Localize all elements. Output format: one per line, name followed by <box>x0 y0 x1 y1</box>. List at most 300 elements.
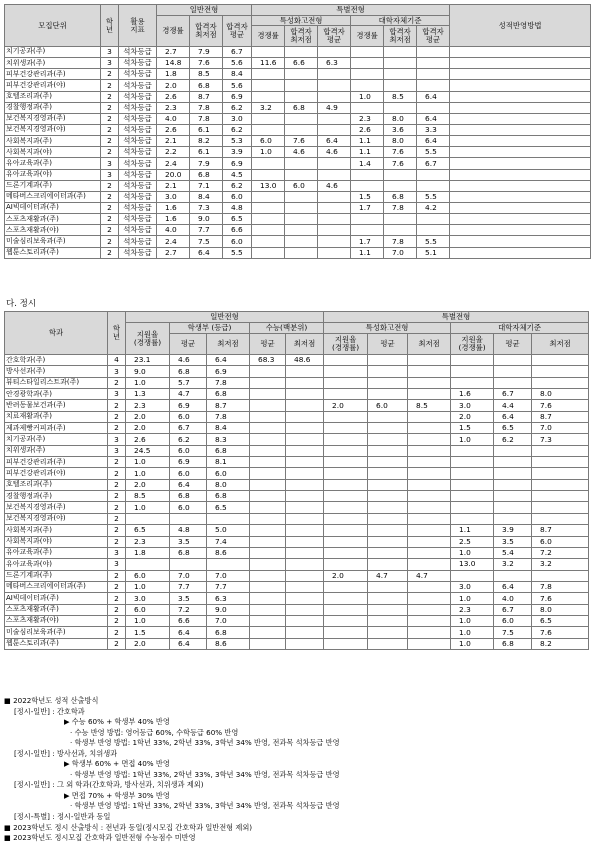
table-cell: 7.8 <box>207 411 250 422</box>
dept-name: 치기공과(주) <box>5 434 108 445</box>
table-cell <box>494 479 532 490</box>
table-cell: 8.0 <box>207 479 250 490</box>
table-cell: 2.0 <box>126 423 170 434</box>
unit-name: 사회복지과(주) <box>5 136 101 147</box>
unit-name: AI빅데이터과(주) <box>5 202 101 213</box>
table-cell <box>318 158 351 169</box>
note-line: ■ 2023학년도 정시모집 간호학과 일반전형 수능점수 미반영 <box>4 833 196 843</box>
table-cell <box>494 570 532 581</box>
table-cell <box>252 236 285 247</box>
table-cell: 6.2 <box>494 434 532 445</box>
table-cell: 6.4 <box>417 113 450 124</box>
table-cell <box>494 457 532 468</box>
method-cell <box>450 147 591 158</box>
header-specialized: 특성화고전형 <box>252 16 351 26</box>
table-cell: 13.0 <box>451 559 494 570</box>
table-cell: 6.5 <box>207 502 250 513</box>
table-row <box>5 411 589 422</box>
table-cell: 3 <box>108 547 126 558</box>
table-cell: 2.3 <box>451 604 494 615</box>
table-cell: 1.5 <box>126 627 170 638</box>
table-cell: 7.8 <box>384 202 417 213</box>
table-cell <box>252 80 285 91</box>
table-cell <box>532 366 589 377</box>
table-cell <box>324 615 368 626</box>
table-row <box>5 113 591 124</box>
table-cell: 6.0 <box>126 570 170 581</box>
table-cell <box>285 214 318 225</box>
table-cell <box>368 615 408 626</box>
note-line: [정시-일반] : 간호학과 <box>14 706 85 716</box>
table-cell <box>384 225 417 236</box>
header-comp: 경쟁률 <box>351 26 384 47</box>
table-cell: 7.2 <box>170 604 207 615</box>
header-low: 최저점 <box>532 334 589 355</box>
table-cell: 9.0 <box>207 604 250 615</box>
table-cell <box>286 377 324 388</box>
table-cell <box>324 445 368 456</box>
table-cell <box>286 570 324 581</box>
table-cell: 2 <box>108 457 126 468</box>
table-cell: 3.0 <box>157 191 190 202</box>
table-cell: 7.8 <box>532 581 589 592</box>
dept-name: 방사선과(주) <box>5 366 108 377</box>
table-cell: 3 <box>101 58 119 69</box>
method-cell <box>450 247 591 258</box>
header-gradadult: 대학자체기준 <box>351 16 450 26</box>
header-avg: 평균 <box>368 334 408 355</box>
table-row <box>5 638 589 649</box>
table-cell <box>250 479 286 490</box>
table-cell: 2 <box>101 180 119 191</box>
unit-name: 경찰행정과(주) <box>5 102 101 113</box>
table-cell: 2.4 <box>157 158 190 169</box>
table-cell: 7.6 <box>384 158 417 169</box>
table-cell: 48.6 <box>286 355 324 366</box>
table-cell <box>417 102 450 113</box>
note-line: ■ 2022학년도 성적 산출방식 <box>4 696 99 705</box>
table-cell: 6.9 <box>223 91 252 102</box>
table-cell <box>451 366 494 377</box>
table-cell <box>250 536 286 547</box>
table-cell: 1.6 <box>157 202 190 213</box>
table-cell: 6.0 <box>170 411 207 422</box>
table-cell <box>324 389 368 400</box>
table-cell <box>286 423 324 434</box>
table-cell: 2 <box>108 627 126 638</box>
table-cell <box>126 559 170 570</box>
method-cell <box>450 136 591 147</box>
table-cell: 2 <box>108 604 126 615</box>
table-cell <box>368 377 408 388</box>
table-cell <box>368 479 408 490</box>
note-line: ▶ 학생부 60% + 면접 40% 반영 <box>64 759 170 769</box>
table-cell <box>318 214 351 225</box>
table-cell <box>384 180 417 191</box>
table-cell <box>250 547 286 558</box>
table-cell <box>324 581 368 592</box>
table-cell: 3 <box>101 47 119 58</box>
table-cell: 3.2 <box>252 102 285 113</box>
table-cell: 2 <box>108 536 126 547</box>
table-cell: 2.0 <box>451 411 494 422</box>
table-cell: 3 <box>108 445 126 456</box>
table-cell: 3 <box>101 158 119 169</box>
table-cell: 5.5 <box>417 147 450 158</box>
table-cell: 6.7 <box>417 158 450 169</box>
table-cell: 2.6 <box>126 434 170 445</box>
table-cell <box>532 377 589 388</box>
table-row <box>5 191 591 202</box>
table-cell <box>351 214 384 225</box>
table-cell <box>252 214 285 225</box>
table-cell: 3.0 <box>451 400 494 411</box>
table-cell: 3.5 <box>494 536 532 547</box>
table-cell <box>318 202 351 213</box>
table-cell <box>351 58 384 69</box>
table-cell: 20.0 <box>157 169 190 180</box>
table-cell <box>451 445 494 456</box>
table-row <box>5 581 589 592</box>
table-row <box>5 547 589 558</box>
table-row <box>5 169 591 180</box>
table-cell <box>286 559 324 570</box>
table-cell: 2 <box>101 214 119 225</box>
dept-name: 유아교육과(주) <box>5 547 108 558</box>
table-cell: 2 <box>108 400 126 411</box>
table-cell: 8.2 <box>190 136 223 147</box>
table-cell: 24.5 <box>126 445 170 456</box>
table-cell: 6.4 <box>494 411 532 422</box>
header-comp: 경쟁률 <box>252 26 285 47</box>
dept-name: 치료재활과(주) <box>5 411 108 422</box>
table-cell: 8.0 <box>532 389 589 400</box>
unit-name: 유아교육과(주) <box>5 158 101 169</box>
table-cell: 7.3 <box>190 202 223 213</box>
dept-name: 피부건강관리과(야) <box>5 468 108 479</box>
table-cell: 2 <box>108 513 126 524</box>
table-row <box>5 377 589 388</box>
table-cell: 8.7 <box>207 400 250 411</box>
table-cell: 2 <box>101 236 119 247</box>
table-cell <box>324 423 368 434</box>
table-cell: 6.0 <box>223 236 252 247</box>
dept-name: 뷰티스타일리스트과(주) <box>5 377 108 388</box>
header-avg: 평균 <box>494 334 532 355</box>
table-cell <box>286 445 324 456</box>
table-cell <box>451 502 494 513</box>
table-cell: 2.1 <box>157 136 190 147</box>
table-cell <box>286 389 324 400</box>
table-cell: 3.6 <box>384 124 417 135</box>
table-cell <box>318 91 351 102</box>
table-cell <box>252 69 285 80</box>
unit-name: 메타버스크리에이터과(주) <box>5 191 101 202</box>
table-row <box>5 525 589 536</box>
table-cell: 6.8 <box>207 389 250 400</box>
table-cell: 2 <box>108 411 126 422</box>
header-applicants: 지원율 (경쟁률) <box>451 334 494 355</box>
table-cell: 6.7 <box>170 423 207 434</box>
table-cell: 7.5 <box>494 627 532 638</box>
table-cell: 7.1 <box>190 180 223 191</box>
grading-notes <box>4 696 590 844</box>
table-cell: 석차등급 <box>119 225 157 236</box>
table-cell: 1.0 <box>126 581 170 592</box>
table-cell <box>532 479 589 490</box>
table-cell: 1.6 <box>451 389 494 400</box>
table-cell <box>417 214 450 225</box>
note-line: ■ 2023학년도 정시 산출방식 : 전년과 동일(정시모집 간호학과 일반전형 제외) <box>4 822 253 832</box>
table-cell: 1.0 <box>451 615 494 626</box>
table-cell: 2 <box>108 615 126 626</box>
method-cell <box>450 214 591 225</box>
table-cell: 6.3 <box>207 593 250 604</box>
dept-name: 웹툰스토리과(주) <box>5 638 108 649</box>
table-cell <box>250 502 286 513</box>
table-cell: 6.4 <box>170 638 207 649</box>
table-row <box>5 366 589 377</box>
unit-name: 드론기계과(주) <box>5 180 101 191</box>
table-cell: 4.6 <box>285 147 318 158</box>
table-cell <box>324 411 368 422</box>
unit-name: 치위생과(주) <box>5 58 101 69</box>
table-cell <box>250 593 286 604</box>
table-cell <box>532 513 589 524</box>
table-cell <box>408 491 451 502</box>
table-cell <box>250 638 286 649</box>
method-cell <box>450 191 591 202</box>
table-cell: 6.4 <box>417 91 450 102</box>
table-cell: 2.0 <box>157 80 190 91</box>
unit-name: 치기공과(주) <box>5 47 101 58</box>
table-cell: 1.7 <box>351 236 384 247</box>
table-cell <box>252 113 285 124</box>
regular-admission-table <box>4 311 589 650</box>
table-cell: 4.0 <box>157 113 190 124</box>
table-cell: 8.3 <box>207 434 250 445</box>
unit-name: 보건복지경영과(야) <box>5 124 101 135</box>
table-cell <box>408 638 451 649</box>
table-row <box>5 158 591 169</box>
method-cell <box>450 69 591 80</box>
header-indicator: 활용 지표 <box>119 5 157 47</box>
table-cell: 4.8 <box>223 202 252 213</box>
table-cell: 1.1 <box>351 247 384 258</box>
table-cell: 3 <box>108 559 126 570</box>
table-cell: 1.0 <box>451 593 494 604</box>
table-cell: 7.0 <box>170 570 207 581</box>
table-cell: 4.5 <box>223 169 252 180</box>
table-cell: 2 <box>108 479 126 490</box>
header-low: 최저점 <box>207 334 250 355</box>
table-cell: 1.0 <box>126 468 170 479</box>
table-cell: 6.8 <box>384 191 417 202</box>
unit-name: 피부건강관리과(주) <box>5 69 101 80</box>
table-cell: 7.7 <box>170 581 207 592</box>
table-cell: 2 <box>108 593 126 604</box>
table-cell: 3.9 <box>223 147 252 158</box>
note-line: · 수능 반영 방법: 영어등급 60%, 수학등급 60% 반영 <box>70 727 239 737</box>
table-cell: 7.6 <box>384 147 417 158</box>
table-cell: 2.3 <box>157 102 190 113</box>
table-cell <box>351 69 384 80</box>
table-cell <box>250 366 286 377</box>
table-cell: 8.5 <box>126 491 170 502</box>
table-cell: 4.4 <box>494 400 532 411</box>
dept-name: 보건복지경영과(주) <box>5 502 108 513</box>
table-cell <box>285 202 318 213</box>
table-cell: 7.0 <box>207 615 250 626</box>
table-cell: 7.6 <box>532 400 589 411</box>
table-cell: 4.7 <box>368 570 408 581</box>
unit-name: 사회복지과(야) <box>5 147 101 158</box>
table-cell: 3 <box>108 366 126 377</box>
table-cell <box>252 124 285 135</box>
table-cell: 3.2 <box>494 559 532 570</box>
method-cell <box>450 91 591 102</box>
table-cell <box>368 491 408 502</box>
table-cell: 1.0 <box>252 147 285 158</box>
table-cell: 6.4 <box>417 136 450 147</box>
table-cell <box>324 547 368 558</box>
table-cell <box>368 604 408 615</box>
table-cell: 3.3 <box>417 124 450 135</box>
header-general: 일반전형 <box>126 312 324 323</box>
table-cell <box>324 593 368 604</box>
table-cell <box>368 581 408 592</box>
table-cell: 8.1 <box>207 457 250 468</box>
table-row <box>5 180 591 191</box>
table-cell: 6.4 <box>318 136 351 147</box>
table-cell <box>318 47 351 58</box>
table-row <box>5 202 591 213</box>
table-cell <box>408 536 451 547</box>
table-cell: 6.4 <box>207 355 250 366</box>
table-cell: 2.0 <box>324 400 368 411</box>
table-cell: 6.5 <box>532 615 589 626</box>
table-cell <box>384 214 417 225</box>
table-cell <box>324 366 368 377</box>
table-cell <box>384 47 417 58</box>
table-cell <box>408 547 451 558</box>
table-cell <box>250 491 286 502</box>
header-unit: 모집단위 <box>5 5 101 47</box>
table-cell: 4.6 <box>318 180 351 191</box>
method-cell <box>450 124 591 135</box>
table-cell <box>408 434 451 445</box>
table-row <box>5 468 589 479</box>
table-cell <box>324 627 368 638</box>
table-row <box>5 502 589 513</box>
table-cell: 4.7 <box>408 570 451 581</box>
table-cell <box>494 366 532 377</box>
note-line: [정시-일반] : 그 외 학과(간호학과, 방사선과, 치위생과 제외) <box>14 780 204 790</box>
table-row <box>5 627 589 638</box>
table-cell: 6.8 <box>494 638 532 649</box>
table-cell: 7.9 <box>190 47 223 58</box>
table-cell <box>368 559 408 570</box>
table-cell <box>368 411 408 422</box>
header-low: 최저점 <box>286 334 324 355</box>
table-row <box>5 247 591 258</box>
dept-name: 경찰행정과(주) <box>5 491 108 502</box>
method-cell <box>450 169 591 180</box>
table-row <box>5 434 589 445</box>
table-cell <box>324 513 368 524</box>
table-cell <box>451 479 494 490</box>
table-cell <box>408 525 451 536</box>
table-cell <box>451 491 494 502</box>
header-low: 합격자 최저점 <box>384 26 417 47</box>
dept-name: 안경광학과(주) <box>5 389 108 400</box>
table-cell: 2 <box>101 191 119 202</box>
table-cell <box>250 559 286 570</box>
table-cell <box>286 627 324 638</box>
table-cell <box>408 423 451 434</box>
table-cell: 8.4 <box>190 191 223 202</box>
table-cell: 2 <box>101 91 119 102</box>
header-low: 합격자 최저점 <box>285 26 318 47</box>
dept-name: 유아교육과(야) <box>5 559 108 570</box>
table-row <box>5 58 591 69</box>
table-cell <box>408 355 451 366</box>
table-cell: 4.8 <box>170 525 207 536</box>
table-cell: 석차등급 <box>119 136 157 147</box>
table-cell: 6.5 <box>223 214 252 225</box>
table-cell <box>286 457 324 468</box>
table-cell: 7.7 <box>207 581 250 592</box>
table-cell <box>408 411 451 422</box>
table-cell <box>451 468 494 479</box>
table-cell: 3 <box>108 434 126 445</box>
table-cell <box>384 102 417 113</box>
table-cell <box>250 604 286 615</box>
table-cell: 11.6 <box>252 58 285 69</box>
table-cell <box>324 434 368 445</box>
table-cell <box>285 47 318 58</box>
table-cell: 석차등급 <box>119 247 157 258</box>
table-cell <box>250 525 286 536</box>
table-cell: 6.2 <box>170 434 207 445</box>
table-cell <box>368 513 408 524</box>
table-cell: 석차등급 <box>119 80 157 91</box>
table-cell <box>351 180 384 191</box>
table-cell <box>408 615 451 626</box>
table-cell <box>250 377 286 388</box>
table-row <box>5 136 591 147</box>
table-cell <box>532 355 589 366</box>
table-cell: 6.8 <box>285 102 318 113</box>
table-cell: 석차등급 <box>119 236 157 247</box>
table-cell: 7.8 <box>207 377 250 388</box>
table-cell: 7.3 <box>532 434 589 445</box>
table-cell: 6.2 <box>223 124 252 135</box>
table-cell <box>324 457 368 468</box>
table-cell <box>451 570 494 581</box>
table-cell <box>250 570 286 581</box>
table-cell: 8.7 <box>532 525 589 536</box>
table-cell: 4.7 <box>170 389 207 400</box>
table-cell: 2 <box>108 377 126 388</box>
table-cell: 1.0 <box>126 457 170 468</box>
table-cell <box>286 547 324 558</box>
table-cell: 2.2 <box>157 147 190 158</box>
table-row <box>5 236 591 247</box>
header-record: 학생부 (등급) <box>170 323 250 334</box>
table-cell <box>417 225 450 236</box>
table-cell: 2 <box>101 80 119 91</box>
